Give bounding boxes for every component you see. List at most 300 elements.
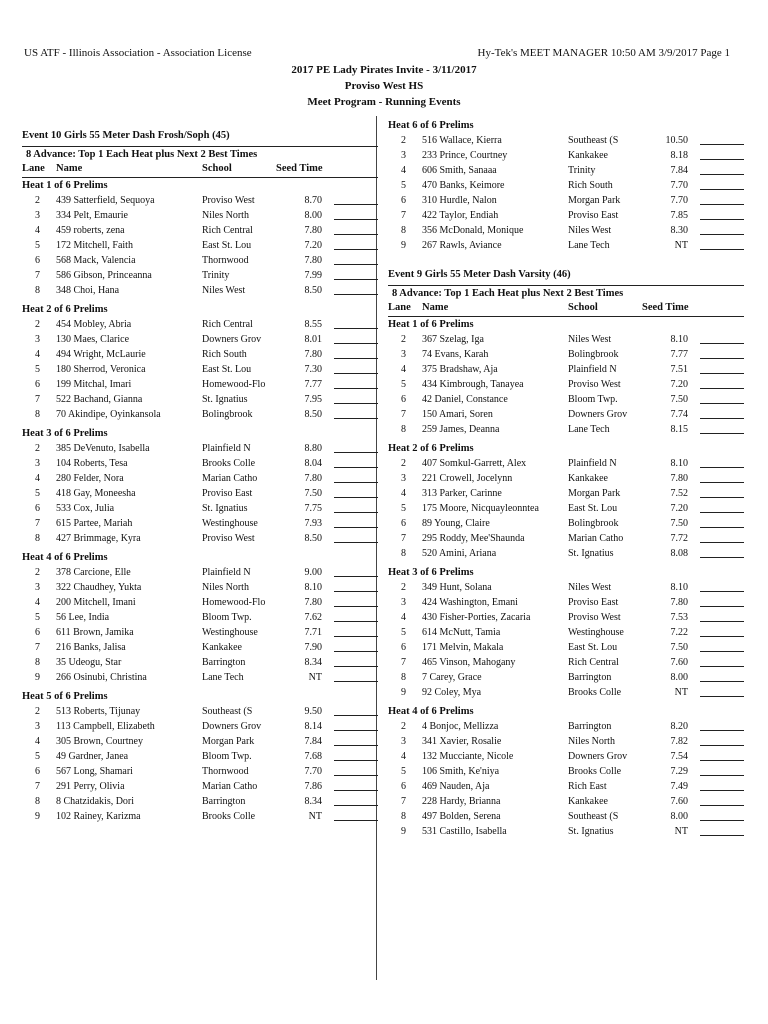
- lane-number: 6: [35, 503, 40, 514]
- result-blank-line: [700, 625, 744, 637]
- athlete-name: 531 Castillo, Isabella: [422, 826, 507, 837]
- athlete-name: 113 Campbell, Elizabeth: [56, 721, 155, 732]
- entry-row: [388, 501, 744, 516]
- result-blank-line: [334, 392, 378, 404]
- lane-number: 3: [401, 473, 406, 484]
- athlete-name: 469 Nauden, Aja: [422, 781, 490, 792]
- athlete-name: 267 Rawls, Aviance: [422, 240, 502, 251]
- athlete-name: 70 Akindipe, Oyinkansola: [56, 409, 161, 420]
- athlete-name: 322 Chaudhey, Yukta: [56, 582, 142, 593]
- lane-number: 2: [35, 319, 40, 330]
- school-header: School: [202, 163, 232, 174]
- result-blank-line: [334, 223, 378, 235]
- school-name: Marian Catho: [568, 533, 624, 544]
- athlete-name: 615 Partee, Mariah: [56, 518, 133, 529]
- school-name: Plainfield N: [202, 567, 251, 578]
- lane-number: 7: [401, 533, 406, 544]
- meet-program-title: Meet Program - Running Events: [307, 96, 461, 108]
- entry-row: [388, 238, 744, 253]
- result-blank-line: [334, 193, 378, 205]
- seed-time: 7.20: [670, 379, 688, 390]
- athlete-name: 434 Kimbrough, Tanayea: [422, 379, 524, 390]
- school-name: Kankakee: [568, 150, 608, 161]
- school-name: East St. Lou: [568, 503, 618, 514]
- entry-row: [388, 824, 744, 839]
- seed-time: 7.70: [670, 180, 688, 191]
- athlete-name: 586 Gibson, Princeanna: [56, 270, 152, 281]
- entry-row: [22, 719, 378, 734]
- result-blank-line: [334, 595, 378, 607]
- school-name: Downers Grov: [568, 751, 628, 762]
- athlete-name: 522 Bachand, Gianna: [56, 394, 143, 405]
- result-blank-line: [700, 685, 744, 697]
- result-blank-line: [700, 595, 744, 607]
- lane-number: 5: [401, 503, 406, 514]
- result-blank-line: [334, 441, 378, 453]
- seed-time: 7.72: [670, 533, 688, 544]
- entry-row: [22, 362, 378, 377]
- result-blank-line: [700, 223, 744, 235]
- athlete-name: 424 Washington, Emani: [422, 597, 518, 608]
- seed-time: 7.84: [304, 736, 322, 747]
- seed-time: 7.80: [304, 225, 322, 236]
- entry-row: [22, 670, 378, 685]
- result-blank-line: [700, 610, 744, 622]
- result-blank-line: [700, 193, 744, 205]
- seed-time: 7.80: [304, 473, 322, 484]
- entry-row: [388, 407, 744, 422]
- lane-number: 9: [401, 240, 406, 251]
- lane-number: 4: [35, 349, 40, 360]
- athlete-name: 520 Amini, Ariana: [422, 548, 497, 559]
- column-headers: [388, 301, 744, 317]
- lane-number: 2: [401, 721, 406, 732]
- lane-number: 8: [35, 533, 40, 544]
- seed-time: 7.95: [304, 394, 322, 405]
- result-blank-line: [700, 531, 744, 543]
- school-name: East St. Lou: [202, 240, 252, 251]
- result-blank-line: [700, 377, 744, 389]
- lane-number: 7: [35, 270, 40, 281]
- spacer: [388, 839, 744, 843]
- school-name: Marian Catho: [202, 781, 258, 792]
- seed-time: 8.15: [670, 424, 688, 435]
- entry-row: [388, 749, 744, 764]
- heat-header: Heat 1 of 6 Prelims: [22, 180, 108, 191]
- entry-row: [22, 193, 378, 208]
- lane-number: 6: [401, 518, 406, 529]
- entry-row: [388, 178, 744, 193]
- result-blank-line: [700, 670, 744, 682]
- athlete-name: 49 Gardner, Janea: [56, 751, 129, 762]
- entry-row: [22, 347, 378, 362]
- lane-number: 3: [35, 334, 40, 345]
- seed-time: NT: [674, 826, 688, 837]
- athlete-name: 310 Hurdle, Nalon: [422, 195, 497, 206]
- seed-time: 7.22: [670, 627, 688, 638]
- athlete-name: 341 Xavier, Rosalie: [422, 736, 502, 747]
- lane-number: 7: [35, 642, 40, 653]
- lane-number: 2: [35, 443, 40, 454]
- seed-time: NT: [674, 687, 688, 698]
- seed-time: 7.82: [670, 736, 688, 747]
- seed-time: 8.00: [304, 210, 322, 221]
- seed-time: 9.00: [304, 567, 322, 578]
- school-name: Kankakee: [568, 473, 608, 484]
- athlete-name: 35 Udeogu, Star: [56, 657, 122, 668]
- seed-time: 8.10: [670, 582, 688, 593]
- school-name: Brooks Colle: [568, 766, 622, 777]
- result-blank-line: [700, 486, 744, 498]
- entry-row: [388, 640, 744, 655]
- entry-row: [22, 610, 378, 625]
- seed-time: 8.04: [304, 458, 322, 469]
- meet-title: 2017 PE Lady Pirates Invite - 3/11/2017: [291, 64, 477, 76]
- athlete-name: 385 DeVenuto, Isabella: [56, 443, 150, 454]
- school-name: St. Ignatius: [568, 548, 614, 559]
- seed-time: 7.90: [304, 642, 322, 653]
- school-name: Proviso West: [202, 533, 255, 544]
- entry-row: [22, 749, 378, 764]
- athlete-name: 439 Satterfield, Sequoya: [56, 195, 155, 206]
- seed-time: 7.80: [304, 255, 322, 266]
- lane-number: 6: [35, 255, 40, 266]
- entry-row: [388, 531, 744, 546]
- entry-row: [22, 764, 378, 779]
- heat-header: Heat 4 of 6 Prelims: [388, 706, 474, 717]
- school-name: Southeast (S: [568, 135, 619, 146]
- school-name: Bolingbrook: [568, 518, 619, 529]
- seed-time: 7.51: [670, 364, 688, 375]
- result-blank-line: [700, 238, 744, 250]
- school-name: Downers Grov: [568, 409, 628, 420]
- school-name: Rich South: [568, 180, 613, 191]
- athlete-name: 216 Banks, Jalisa: [56, 642, 126, 653]
- seed-time: 7.70: [670, 195, 688, 206]
- seed-time-header: Seed Time: [276, 163, 323, 174]
- school-name: Thornwood: [202, 255, 249, 266]
- result-blank-line: [334, 779, 378, 791]
- result-blank-line: [334, 719, 378, 731]
- result-blank-line: [700, 749, 744, 761]
- result-blank-line: [334, 794, 378, 806]
- entry-row: [22, 208, 378, 223]
- athlete-name: 233 Prince, Courtney: [422, 150, 508, 161]
- school-name: Niles West: [202, 285, 246, 296]
- association-license-header: US ATF - Illinois Association - Association License: [24, 47, 252, 59]
- result-blank-line: [334, 809, 378, 821]
- lane-number: 7: [35, 781, 40, 792]
- athlete-name: 295 Roddy, Mee'Shaunda: [422, 533, 525, 544]
- lane-number: 2: [401, 582, 406, 593]
- result-blank-line: [334, 471, 378, 483]
- school-name: Niles West: [568, 582, 612, 593]
- entry-row: [388, 456, 744, 471]
- athlete-name: 611 Brown, Jamika: [56, 627, 134, 638]
- seed-time: 8.18: [670, 150, 688, 161]
- lane-number: 5: [35, 751, 40, 762]
- result-blank-line: [334, 749, 378, 761]
- entry-row: [22, 779, 378, 794]
- lane-number: 4: [401, 612, 406, 623]
- school-name: Niles West: [568, 225, 612, 236]
- lane-number: 5: [401, 379, 406, 390]
- seed-time: 7.50: [670, 518, 688, 529]
- lane-number: 8: [35, 796, 40, 807]
- seed-time: 8.34: [304, 796, 322, 807]
- school-name: Trinity: [202, 270, 230, 281]
- seed-time: 8.70: [304, 195, 322, 206]
- heat-header: Heat 4 of 6 Prelims: [22, 552, 108, 563]
- result-blank-line: [700, 655, 744, 667]
- result-blank-line: [700, 471, 744, 483]
- seed-time: 7.70: [304, 766, 322, 777]
- lane-number: 2: [401, 334, 406, 345]
- result-blank-line: [700, 208, 744, 220]
- athlete-name: 348 Choi, Hana: [56, 285, 120, 296]
- result-blank-line: [700, 178, 744, 190]
- school-name: Rich Central: [568, 657, 619, 668]
- entry-row: [388, 133, 744, 148]
- seed-time: 7.80: [304, 597, 322, 608]
- heat-header: Heat 2 of 6 Prelims: [388, 443, 474, 454]
- athlete-name: 513 Roberts, Tijunay: [56, 706, 141, 717]
- school-name: Morgan Park: [568, 195, 621, 206]
- result-blank-line: [700, 809, 744, 821]
- lane-number: 6: [401, 195, 406, 206]
- result-blank-line: [334, 377, 378, 389]
- lane-header: Lane: [388, 302, 411, 313]
- lane-number: 4: [401, 165, 406, 176]
- advance-rule: 8 Advance: Top 1 Each Heat plus Next 2 Best Times: [388, 285, 744, 301]
- heat-header: Heat 5 of 6 Prelims: [22, 691, 108, 702]
- lane-number: 8: [401, 811, 406, 822]
- result-blank-line: [334, 704, 378, 716]
- seed-time: 8.50: [304, 285, 322, 296]
- seed-time: 8.34: [304, 657, 322, 668]
- lane-number: 8: [35, 285, 40, 296]
- seed-time: 7.80: [670, 597, 688, 608]
- school-name: Marian Catho: [202, 473, 258, 484]
- entry-row: [388, 546, 744, 561]
- athlete-name: 430 Fisher-Porties, Zacaria: [422, 612, 531, 623]
- athlete-name: 92 Coley, Mya: [422, 687, 482, 698]
- result-blank-line: [334, 456, 378, 468]
- seed-time: 7.77: [670, 349, 688, 360]
- result-blank-line: [334, 486, 378, 498]
- result-blank-line: [334, 640, 378, 652]
- seed-time: 8.30: [670, 225, 688, 236]
- entry-row: [388, 670, 744, 685]
- result-blank-line: [334, 531, 378, 543]
- school-name: Lane Tech: [202, 672, 244, 683]
- result-blank-line: [700, 580, 744, 592]
- school-name: Plainfield N: [202, 443, 251, 454]
- seed-time: 7.84: [670, 165, 688, 176]
- entry-row: [388, 362, 744, 377]
- school-name: Rich Central: [202, 225, 253, 236]
- result-blank-line: [334, 238, 378, 250]
- athlete-name: 171 Melvin, Makala: [422, 642, 504, 653]
- result-blank-line: [334, 625, 378, 637]
- athlete-name: 74 Evans, Karah: [422, 349, 489, 360]
- athlete-name: 568 Mack, Valencia: [56, 255, 136, 266]
- lane-number: 7: [401, 796, 406, 807]
- seed-time: 7.62: [304, 612, 322, 623]
- school-name: East St. Lou: [568, 642, 618, 653]
- school-name: Downers Grov: [202, 334, 262, 345]
- lane-number: 4: [401, 364, 406, 375]
- result-blank-line: [334, 501, 378, 513]
- lane-number: 5: [401, 766, 406, 777]
- heat-header: Heat 6 of 6 Prelims: [388, 120, 474, 131]
- name-header: Name: [56, 163, 83, 174]
- entry-row: [388, 392, 744, 407]
- lane-number: 4: [401, 488, 406, 499]
- school-name: Westinghouse: [202, 518, 258, 529]
- lane-number: 7: [35, 518, 40, 529]
- entry-row: [388, 163, 744, 178]
- result-blank-line: [700, 407, 744, 419]
- result-blank-line: [700, 332, 744, 344]
- entry-row: [22, 392, 378, 407]
- entry-row: [22, 441, 378, 456]
- entry-row: [388, 764, 744, 779]
- school-name: Barrington: [568, 672, 612, 683]
- athlete-name: 334 Pelt, Emaurie: [56, 210, 128, 221]
- lane-number: 6: [35, 627, 40, 638]
- athlete-name: 42 Daniel, Constance: [422, 394, 508, 405]
- lane-number: 4: [35, 225, 40, 236]
- school-name: Niles West: [568, 334, 612, 345]
- entry-row: [22, 283, 378, 298]
- athlete-name: 422 Taylor, Endiah: [422, 210, 499, 221]
- seed-time: 7.99: [304, 270, 322, 281]
- entry-row: [388, 347, 744, 362]
- athlete-name: 533 Cox, Julia: [56, 503, 115, 514]
- school-name: Morgan Park: [202, 736, 255, 747]
- seed-time: 8.20: [670, 721, 688, 732]
- seed-time: 8.50: [304, 533, 322, 544]
- entry-row: [388, 685, 744, 700]
- school-name: St. Ignatius: [202, 503, 248, 514]
- result-blank-line: [334, 317, 378, 329]
- seed-time: 7.80: [304, 349, 322, 360]
- school-name: Trinity: [568, 165, 596, 176]
- lane-number: 5: [401, 627, 406, 638]
- entry-row: [388, 516, 744, 531]
- entry-row: [22, 625, 378, 640]
- lane-number: 7: [35, 394, 40, 405]
- athlete-name: 494 Wright, McLaurie: [56, 349, 146, 360]
- seed-time: 7.29: [670, 766, 688, 777]
- entry-row: [22, 377, 378, 392]
- athlete-name: 200 Mitchell, Imani: [56, 597, 136, 608]
- result-blank-line: [334, 362, 378, 374]
- athlete-name: 132 Mucciante, Nicole: [422, 751, 514, 762]
- school-name: Barrington: [202, 796, 246, 807]
- entry-row: [388, 625, 744, 640]
- school-name: Kankakee: [568, 796, 608, 807]
- entry-row: [388, 422, 744, 437]
- lane-header: Lane: [22, 163, 45, 174]
- athlete-name: 266 Osinubi, Christina: [56, 672, 147, 683]
- event-title: Event 9 Girls 55 Meter Dash Varsity (46): [388, 269, 571, 280]
- result-blank-line: [334, 655, 378, 667]
- heat-header: Heat 3 of 6 Prelims: [22, 428, 108, 439]
- lane-number: 2: [401, 135, 406, 146]
- seed-time: 7.77: [304, 379, 322, 390]
- school-name: Bloom Twp.: [202, 612, 252, 623]
- lane-number: 3: [35, 210, 40, 221]
- lane-number: 8: [401, 225, 406, 236]
- entry-row: [388, 794, 744, 809]
- school-name: Westinghouse: [568, 627, 624, 638]
- heat-header: Heat 2 of 6 Prelims: [22, 304, 108, 315]
- result-blank-line: [334, 670, 378, 682]
- seed-time: 7.50: [304, 488, 322, 499]
- result-blank-line: [700, 133, 744, 145]
- entry-row: [22, 407, 378, 422]
- left-column: [22, 118, 378, 828]
- athlete-name: 465 Vinson, Mahogany: [422, 657, 516, 668]
- entry-row: [388, 223, 744, 238]
- lane-number: 5: [35, 364, 40, 375]
- result-blank-line: [334, 610, 378, 622]
- seed-time: 8.08: [670, 548, 688, 559]
- seed-time: 7.71: [304, 627, 322, 638]
- athlete-name: 375 Bradshaw, Aja: [422, 364, 498, 375]
- entry-row: [22, 486, 378, 501]
- athlete-name: 102 Rainey, Karizma: [56, 811, 141, 822]
- lane-number: 3: [35, 458, 40, 469]
- athlete-name: 516 Wallace, Kierra: [422, 135, 502, 146]
- seed-time: NT: [674, 240, 688, 251]
- result-blank-line: [700, 640, 744, 652]
- seed-time: 7.50: [670, 642, 688, 653]
- result-blank-line: [334, 764, 378, 776]
- school-name: Lane Tech: [568, 240, 610, 251]
- school-name: Proviso East: [568, 597, 619, 608]
- seed-time: NT: [308, 811, 322, 822]
- school-name: Barrington: [568, 721, 612, 732]
- athlete-name: 221 Crowell, Jocelynn: [422, 473, 513, 484]
- result-blank-line: [334, 734, 378, 746]
- lane-number: 4: [35, 597, 40, 608]
- result-blank-line: [334, 347, 378, 359]
- seed-time: 8.00: [670, 672, 688, 683]
- lane-number: 8: [35, 657, 40, 668]
- seed-time: 8.50: [304, 409, 322, 420]
- athlete-name: 89 Young, Claire: [422, 518, 490, 529]
- entry-row: [388, 719, 744, 734]
- seed-time: 10.50: [665, 135, 688, 146]
- school-name: St. Ignatius: [202, 394, 248, 405]
- lane-number: 8: [401, 548, 406, 559]
- school-name: Kankakee: [202, 642, 242, 653]
- lane-number: 8: [35, 409, 40, 420]
- result-blank-line: [700, 516, 744, 528]
- lane-number: 6: [35, 379, 40, 390]
- lane-number: 3: [401, 597, 406, 608]
- athlete-name: 614 McNutt, Tamia: [422, 627, 501, 638]
- athlete-name: 104 Roberts, Tesa: [56, 458, 128, 469]
- school-name: Southeast (S: [202, 706, 253, 717]
- school-name: Proviso West: [202, 195, 255, 206]
- entry-row: [22, 471, 378, 486]
- entry-row: [22, 238, 378, 253]
- athlete-name: 367 Szelag, Iga: [422, 334, 484, 345]
